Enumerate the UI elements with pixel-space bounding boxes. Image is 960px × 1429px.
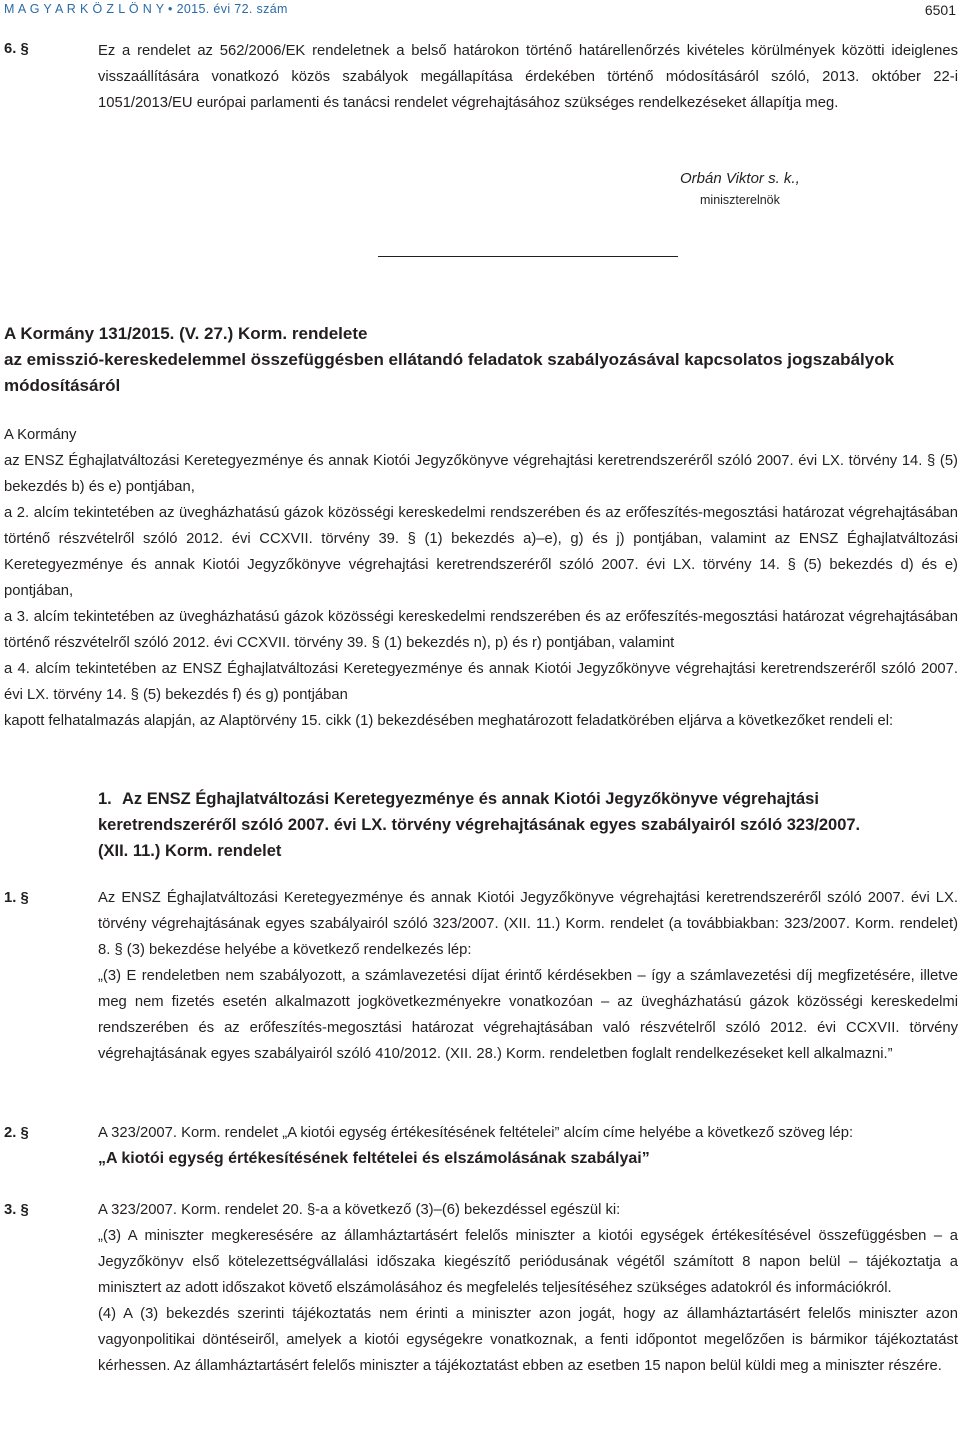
section-6-text: Ez a rendelet az 562/2006/EK rendeletnek a belső határokon történő határellenőrzés kivételes körülmények közötti ideiglenes visszaállítására vonatkozó közös szabályok megállapítása érdekében történő módosításáról szóló, 2013. október 22-i 1051/2013/EU európai parlamenti és tanácsi rendelet végrehajtásához szükséges rendelkezéseket állapítja meg. [98,43,958,111]
separator-line [378,256,678,257]
decree-title-line2: az emisszió-kereskedelemmel összefüggésben ellátandó feladatok szabályozásával kapcsolatos jogszabályok módosításáról [4,350,895,395]
preamble-paragraph: az ENSZ Éghajlatváltozási Keretegyezménye és annak Kiotói Jegyzőkönyve végrehajtási keretrendszeréről szóló 2007. évi LX. törvény 14. § (5) bekezdés b) és e) pontjában, [4,453,958,495]
section-number-3: 3. § [4,1202,29,1218]
section-paragraph: „(3) E rendeletben nem szabályozott, a számlavezetési díjat érintő kérdésekben – így a számlavezetési díj megfizetésére, illetve meg nem fizetés esetén alkalmazott jogkövetkezményekre vonatkozóan – az üvegházhatású gázok közösségi kereskedelmi rendszerében és az erőfeszítés-megosztási határozat végrehajtásában való részvételről szóló 2012. évi CCXVII. törvény végrehajtásának egyes szabályairól szóló 410/2012. (XII. 28.) Korm. rendeletben foglalt rendelkezéseket kell alkalmazni.” [98,968,958,1062]
decree-title-line1: A Kormány 131/2015. (V. 27.) Korm. rendelete [4,324,368,343]
section-paragraph: A 323/2007. Korm. rendelet 20. §-a a következő (3)–(6) bekezdéssel egészül ki: [98,1202,621,1218]
preamble-paragraph: a 4. alcím tekintetében az ENSZ Éghajlatváltozási Keretegyezménye és annak Kiotói Jegyzőkönyve végrehajtási keretrendszeréről szóló 2007. évi LX. törvény 14. § (5) bekezdés f) és g) pontjában [4,661,958,703]
chapter-number: 1. [98,790,112,808]
section-3-text [98,1197,958,1379]
section-paragraph: Az ENSZ Éghajlatváltozási Keretegyezménye és annak Kiotói Jegyzőkönyve végrehajtási keretrendszeréről szóló 2007. évi LX. törvény végrehajtásának egyes szabályairól szóló 323/2007. (XII. 11.) Korm. rendelet (a továbbiakban: 323/2007. Korm. rendelet) 8. § (3) bekezdése helyébe a következő rendelkezés lép: [98,890,958,958]
section-2-text [98,1120,958,1172]
section-paragraph: (4) A (3) bekezdés szerinti tájékoztatás nem érinti a miniszter azon jogát, hogy az államháztartásért felelős miniszter azon vagyonpolitikai döntéseiről, amelyek a kiotói egységekre vonatkoznak, a fenti időpontot megelőzően is bármikor tájékoztatást kérhessen. Az államháztartásért felelős miniszter a tájékoztatást ebben az esetben 15 napon belül küldi meg a miniszter részére. [98,1306,958,1374]
signatory-name: Orbán Viktor s. k., [680,170,800,187]
preamble-paragraph: kapott felhatalmazás alapján, az Alaptörvény 15. cikk (1) bekezdésében meghatározott feladatkörében eljárva a következőket rendeli el: [4,713,894,729]
signatory-role: miniszterelnök [700,193,780,207]
section-paragraph: A 323/2007. Korm. rendelet „A kiotói egység értékesítésének feltételei” alcím címe helyébe a következő szöveg lép: [98,1125,854,1141]
section-number-2: 2. § [4,1125,29,1141]
chapter-title-text: Az ENSZ Éghajlatváltozási Keretegyezménye és annak Kiotói Jegyzőkönyve végrehajtási keretrendszeréről szóló 2007. évi LX. törvény végrehajtásának egyes szabályairól szóló 323/2007. (XII. 11.) Korm. rendelet [98,790,861,860]
section-number-6: 6. § [4,41,29,57]
preamble-paragraph: a 3. alcím tekintetében az üvegházhatású gázok közösségi kereskedelmi rendszerében és az erőfeszítés-megosztási határozat végrehajtásában történő részvételről szóló 2012. évi CCXVII. törvény 39. § (1) bekezdés n), p) és r) pontjában, valamint [4,609,958,651]
journal-title: M A G Y A R K Ö Z L Ö N Y • 2015. évi 72. szám [4,2,288,16]
page-header [4,2,956,24]
preamble-paragraph: A Kormány [4,427,77,443]
section-1-text [98,885,958,1067]
decree-title [4,321,954,399]
page-number: 6501 [924,2,956,18]
chapter-1-title [98,786,878,864]
section-number-1: 1. § [4,890,29,906]
section-paragraph-bold: „A kiotói egység értékesítésének feltételei és elszámolásának szabályai” [98,1150,650,1167]
section-paragraph: „(3) A miniszter megkeresésére az államháztartásért felelős miniszter a kiotói egységek értékesítésével összefüggésben – a Jegyzőkönyv első kötelezettségvállalási időszaka kiegészítő periódusának végétől számított 8 napon belül – tájékoztatja a minisztert az adott időszakot követő elszámolásához és megfelelés teljesítéséhez szükséges adatokról és információkról. [98,1228,958,1296]
preamble-paragraph: a 2. alcím tekintetében az üvegházhatású gázok közösségi kereskedelmi rendszerében és az erőfeszítés-megosztási határozat végrehajtásában történő részvételről szóló 2012. évi CCXVII. törvény 39. § (1) bekezdés a)–e), g) és j) pontjában, valamint az ENSZ Éghajlatváltozási Keretegyezménye és annak Kiotói Jegyzőkönyve végrehajtási keretrendszeréről szóló 2007. évi LX. törvény 14. § (5) bekezdés d) és e) pontjában, [4,505,958,599]
preamble [4,422,958,734]
